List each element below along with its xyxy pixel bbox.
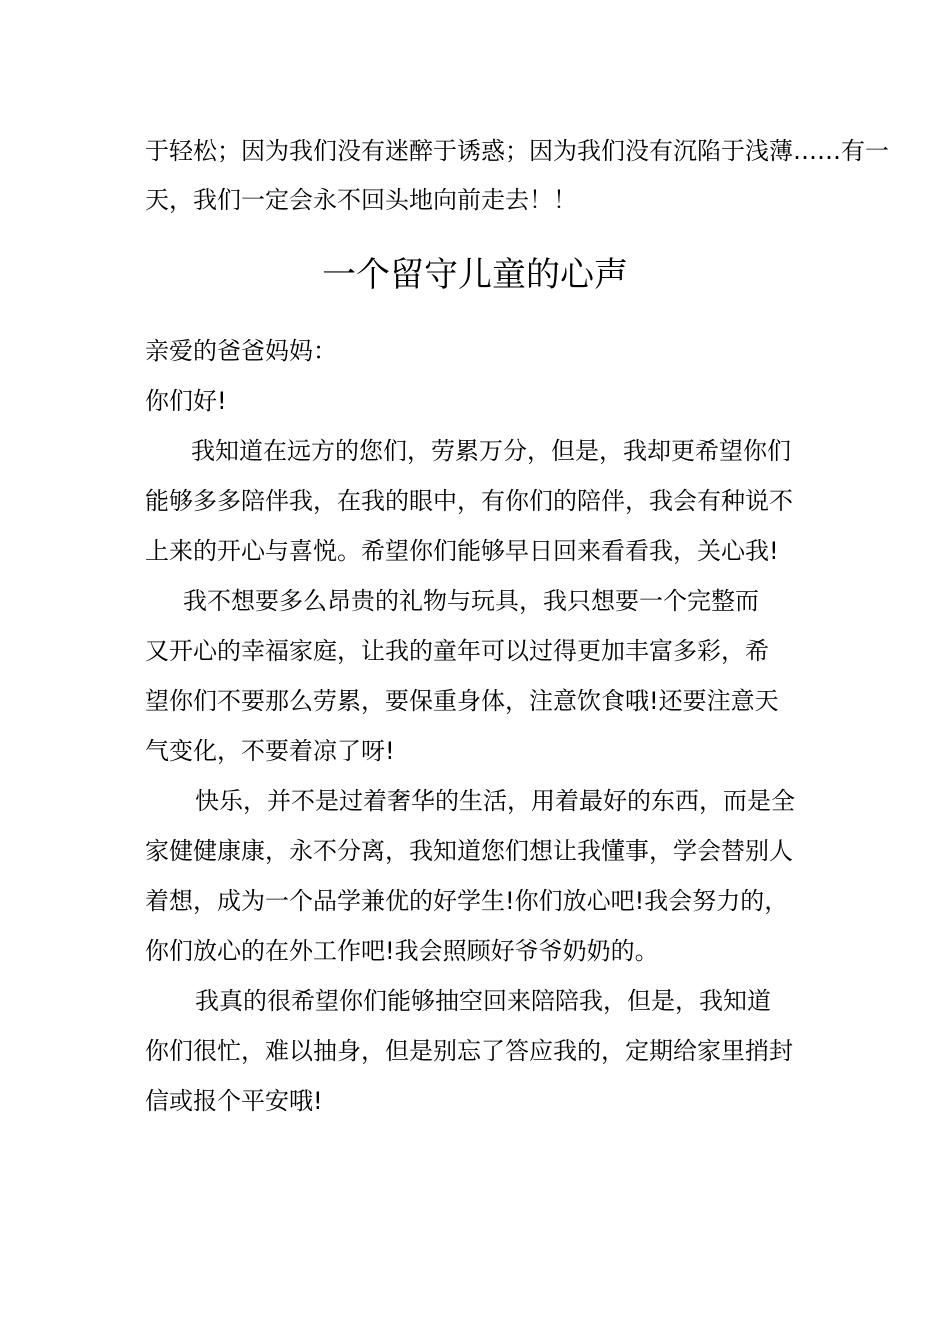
paragraph-3-line-4: 你们放心的在外工作吧!我会照顾好爷爷奶奶的。 [145, 937, 659, 965]
paragraph-3-line-3: 着想，成为一个品学兼优的好学生!你们放心吧!我会努力的， [145, 887, 789, 915]
paragraph-2-line-2: 又开心的幸福家庭，让我的童年可以过得更加丰富多彩，希 [145, 637, 769, 665]
continuation-line-2: 天，我们一定会永不回头地向前走去！！ [145, 186, 577, 214]
paragraph-4-line-2: 你们很忙，难以抽身，但是别忘了答应我的，定期给家里捎封 [145, 1037, 793, 1065]
paragraph-1-line-1: 我知道在远方的您们，劳累万分，但是，我却更希望你们 [167, 437, 791, 465]
paragraph-4-line-1: 我真的很希望你们能够抽空回来陪陪我，但是，我知道 [171, 987, 771, 1015]
paragraph-2-line-3: 望你们不要那么劳累，要保重身体，注意饮食哦!还要注意天 [145, 687, 779, 715]
paragraph-2-line-4: 气变化，不要着凉了呀! [145, 737, 395, 765]
article-title: 一个留守儿童的心声 [322, 255, 628, 295]
paragraph-1-line-3: 上来的开心与喜悦。希望你们能够早日回来看看我，关心我! [145, 537, 779, 565]
paragraph-2-line-1: 我不想要多么昂贵的礼物与玩具，我只想要一个完整而 [159, 587, 759, 615]
paragraph-1-line-2: 能够多多陪伴我，在我的眼中，有你们的陪伴，我会有种说不 [145, 487, 793, 515]
paragraph-3-line-2: 家健健康康，永不分离，我知道您们想让我懂事，学会替别人 [145, 837, 793, 865]
continuation-line-1: 于轻松；因为我们没有迷醉于诱惑；因为我们没有沉陷于浅薄……有一 [145, 137, 889, 165]
paragraph-3-line-1: 快乐，并不是过着奢华的生活，用着最好的东西，而是全 [171, 787, 795, 815]
greeting: 你们好! [145, 387, 227, 415]
paragraph-4-line-3: 信或报个平安哦! [145, 1087, 323, 1115]
salutation: 亲爱的爸爸妈妈： [145, 337, 337, 365]
